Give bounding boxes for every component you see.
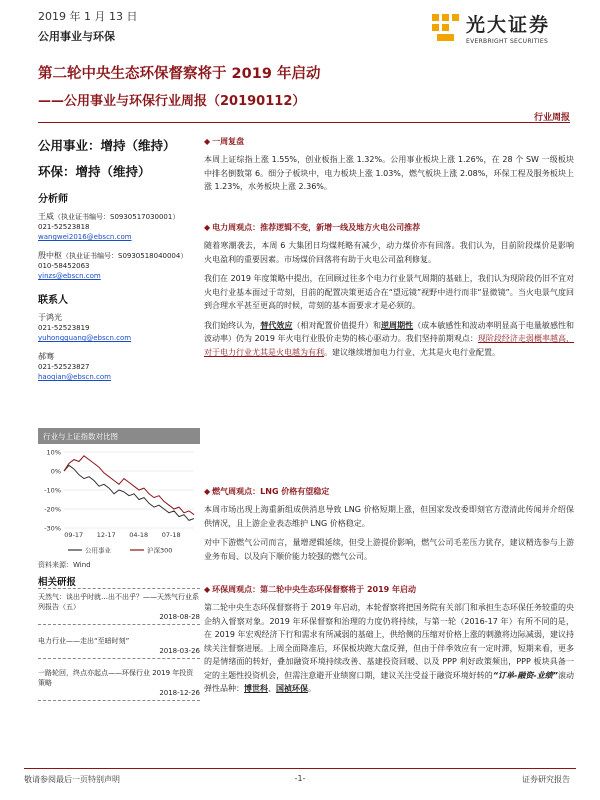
contact-phone: 021-52523819	[38, 324, 90, 332]
chart-source: 资料来源：Wind	[38, 561, 91, 569]
rating-utilities: 公用事业：增持（维持）	[38, 138, 176, 153]
related-divider	[38, 588, 200, 589]
section-paragraph: 对中下游燃气公司而言，量增逻辑延续，但受上游提价影响，燃气公司毛差压力犹存，建议精选参与上游业务布局、以及向下顺价能力较强的燃气公司。	[204, 538, 574, 561]
contact-phone: 021-52523827	[38, 363, 90, 371]
section-environment	[204, 584, 574, 702]
section-weekly-review	[204, 136, 574, 200]
related-report-title: 天然气：谈出乎时就…出不出乎？——天然气行业系列报告（五）	[38, 593, 199, 611]
analyst-phone: 021-52523818	[38, 223, 90, 231]
related-report-date: 2018-08-28	[159, 613, 200, 621]
series-line	[64, 456, 194, 515]
diamond-bullet-icon: ◆	[204, 223, 211, 232]
contact-email-link[interactable]: haoqian@ebscn.com	[38, 373, 111, 381]
footer-brand: 证券研究报告	[522, 775, 570, 784]
section-paragraph: 我们在 2019 年度策略中提出，在回顾过往多个电力行业景气周期的基础上，我们认为现阶段仍旧不宜对火电行业基本面过于苛刻，目前的配置决策更适合在“望远镜”视野中进行而非“显微镜”。当火电景气度回到合理水平甚至更高的时候，苛刻的基本面要求才是必须的。	[204, 274, 574, 310]
analyst-email-link[interactable]: yinzs@ebscn.com	[38, 272, 101, 280]
analyst-email-link[interactable]: wangwei2016@ebscn.com	[38, 233, 132, 241]
footer-disclaimer: 敬请参阅最后一页特别声明	[24, 775, 120, 784]
analyst-phone: 010-58452063	[38, 262, 90, 270]
analyst-cert: （执业证书编号：S0930518040004）	[62, 252, 188, 260]
x-tick-label: 07-18	[161, 531, 181, 539]
diamond-bullet-icon: ◆	[204, 487, 211, 496]
contacts-heading: 联系人	[38, 295, 68, 306]
section-power	[204, 222, 574, 365]
legend-label: 公用事业	[85, 546, 111, 555]
contact-card	[38, 312, 194, 343]
sector-label: 公用事业与环保	[38, 30, 115, 43]
rating-env: 环保：增持（维持）	[38, 164, 151, 179]
y-tick-label: -30%	[44, 524, 61, 533]
legend-label: 沪深300	[147, 546, 173, 555]
diamond-bullet-icon: ◆	[204, 137, 211, 146]
analyst-card	[38, 211, 194, 242]
diamond-bullet-icon: ◆	[204, 585, 211, 594]
sidebar	[38, 136, 194, 382]
x-tick-label: 12-17	[96, 531, 116, 539]
series-line	[64, 465, 194, 520]
y-tick-label: 10%	[46, 448, 61, 457]
section-paragraph: 我们始终认为，替代效应（相对配置价值提升）和逆周期性（成本敏感性和波动率明显高于电量敏感性和波动率）仍为 2019 年火电行业股价走势的核心驱动力。我们坚持前期观点：现阶段经济走弱概率越高，对于电力行业尤其是火电越为有利。建议继续增加电力行业、尤其是火电行业配置。	[204, 320, 575, 357]
comparison-chart	[38, 428, 200, 558]
section-heading: 电力周观点：推荐逻辑不变，新增一线及地方火电公司推荐	[212, 223, 421, 232]
page-number: -1-	[294, 774, 306, 783]
chart-title: 行业与上证指数对比图	[38, 428, 200, 444]
contact-name: 于鸿光	[38, 313, 62, 322]
contact-name: 郝骞	[38, 352, 54, 361]
section-heading: 燃气周观点：LNG 价格有望稳定	[212, 487, 330, 496]
contact-email-link[interactable]: yuhongguang@ebscn.com	[38, 334, 132, 342]
analysts-heading: 分析师	[38, 194, 68, 205]
y-tick-label: -10%	[44, 486, 61, 495]
y-tick-label: -20%	[44, 505, 61, 514]
related-report-date: 2018-03-26	[159, 647, 200, 655]
section-heading: 一周复盘	[212, 137, 245, 146]
related-report-title: 电力行业——走出“至暗时刻”	[38, 637, 130, 645]
section-paragraph: 随着寒潮袭去，本周 6 大集团日均煤耗略有减少，动力煤价亦有回落。我们认为，目前阶段煤价是影响火电盈利的重要因素。市场煤价回落将有助于火电公司盈利修复。	[204, 241, 574, 264]
section-body: 本周上证综指上涨 1.55%，创业板指上涨 1.32%。公用事业板块上涨 1.26%，在 28 个 SW 一级板块中排名倒数第 6。细分子板块中，电力板块上涨 1.03%，燃气板块上涨 2.08%，环保工程及服务板块上涨 1.23%，水务板块上涨 2.36%。	[204, 155, 574, 191]
footer-divider	[24, 768, 576, 769]
related-report-item[interactable]	[38, 668, 200, 701]
x-tick-label: 04-18	[129, 531, 149, 539]
related-report-item[interactable]	[38, 592, 200, 625]
analyst-name: 王威	[38, 212, 54, 221]
section-paragraph: 本周市场出现上海重新组成供消息导致 LNG 价格短期上涨，但国家发改委即刻官方澄清此传闻并介绍保供情况，且上游企业表态维护 LNG 价格稳定。	[204, 505, 574, 528]
related-report-item[interactable]	[38, 636, 200, 659]
analyst-card	[38, 250, 194, 281]
title-divider	[38, 122, 570, 123]
logo-cn: 光大证券	[466, 14, 551, 36]
analyst-cert: （执业证书编号：S0930517030001）	[54, 213, 180, 221]
section-heading: 环保周观点：第二轮中央生态环保督察将于 2019 年启动	[212, 585, 416, 594]
section-paragraph: 第二轮中央生态环保督察将于 2019 年启动，本轮督察将把国务院有关部门和承担生态环保任务较重的央企纳入督察对象。2019 年环保督察和治理的力度仍将持续，与第一轮（2016-17 年）有所不同的是，在 2019 年宏观经济下行和需求有所减弱的基础上，供给侧的压缩对价格上涨的刺激将边际减弱，建议持续关注督察进展。上周全面降准后，环保板块跑大盘反弹，但由于伴季效应有一定时滞，短期来看，更多的是情绪面的转好，叠加融资环境持续改善、基建投资回暖、以及 PPP 利好政策频出，PPP 板块具备一定的主题性投资机会，但需注意避开业绩窗口期，建议关注受益于融资环境好转的“订单-融资-业绩”滚动弹性品种：博世科、国祯环保。	[204, 603, 575, 693]
report-type: 行业周报	[533, 113, 570, 123]
related-heading: 相关研报	[38, 577, 77, 588]
related-report-date: 2018-12-26	[159, 689, 200, 697]
related-report-title: 一路轮回，终点亦起点——环保行业 2019 年投资策略	[38, 669, 194, 687]
company-logo	[432, 10, 550, 45]
section-gas	[204, 486, 574, 569]
y-tick-label: 0%	[50, 467, 61, 476]
chart-plot	[38, 444, 200, 558]
analyst-name: 殷中枢	[38, 251, 62, 260]
report-date: 2019 年 1 月 13 日	[38, 10, 138, 23]
page-subtitle: ——公用事业与环保行业周报（20190112）	[38, 94, 306, 109]
x-tick-label: 09-17	[64, 531, 84, 539]
logo-en: EVERBRIGHT SECURITIES	[466, 38, 549, 45]
contact-card	[38, 351, 194, 382]
page-title: 第二轮中央生态环保督察将于 2019 年启动	[38, 66, 321, 82]
logo-mark-icon	[432, 14, 460, 42]
